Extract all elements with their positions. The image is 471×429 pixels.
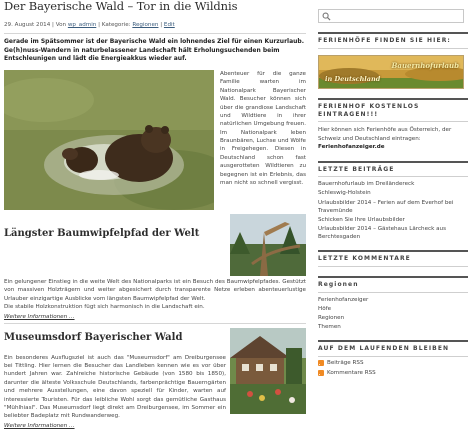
meta-sep-2: | Kategorie: <box>96 21 133 28</box>
list-item[interactable] <box>318 314 468 322</box>
region-link[interactable]: Höfe <box>318 305 332 312</box>
section1-text: Ein gelungener Einstieg in die weite Welt des Nationalparks ist ein Besuch des Baumwipfelpfades. Gestützt von massiven Holzträgern und weiter abgesichert durch transparente Netze erleben abenteuerlustige Urlauber einzigartige Ausblicke vom längsten Baumwipfelpfad der Welt. <box>4 278 306 302</box>
list-item[interactable] <box>318 216 468 224</box>
edit-link[interactable]: Edit <box>163 21 175 28</box>
main-content <box>4 0 306 429</box>
widget-title-register: FERIENHOF KOSTENLOS EINTRAGEN!!! <box>318 98 468 123</box>
category-link[interactable]: Regionen <box>132 21 159 28</box>
recent-post-link[interactable]: Schicken Sie Ihre Urlaubsbilder <box>318 216 405 223</box>
list-item[interactable] <box>318 296 468 304</box>
post-side-text: Abenteuer für die ganze Familie warten im Nationalpark Bayerischer Wald. Besucher können sich über die grandiose Landschaft und Wildtiere in ihrer natürlichen Umgebung freuen. Im Nationalpark leben Braunbären, Luchse und Wölfe in Freigehegen. Diesen in Deutschland schon fast ausgerotteten Wildtieren zu begegnen ist ein Erlebnis, das man nicht so schnell vergisst. <box>220 70 306 187</box>
region-link[interactable]: Ferienhofanzeiger <box>318 296 369 303</box>
list-item[interactable] <box>318 305 468 313</box>
list-item[interactable] <box>318 180 468 188</box>
rss-posts[interactable] <box>318 359 468 367</box>
regions-list <box>318 296 468 331</box>
region-link[interactable]: Regionen <box>318 314 345 321</box>
banner-title: Bauernhofurlaub <box>391 60 459 70</box>
banner-subtitle: in Deutschland <box>325 74 381 83</box>
register-text <box>318 126 468 151</box>
divider <box>4 323 306 324</box>
rss-comments-label[interactable]: Kommentare RSS <box>327 370 376 377</box>
section2-title[interactable]: Museumsdorf Bayerischer Wald <box>4 331 183 343</box>
list-item[interactable] <box>318 225 468 241</box>
post-date: 29. August 2014 <box>4 21 51 28</box>
widget-title-subscribe: AUF DEM LAUFENDEN BLEIBEN <box>318 340 468 357</box>
author-link[interactable]: wp_admin <box>67 21 97 28</box>
rss-icon <box>318 360 324 366</box>
post-lead: Gerade im Spätsommer ist der Bayerische Wald ein lohnendes Ziel für einen Kurzurlaub. Ge(h)nuss-Wandern in naturbelassener Landschaft hält Erholungsuchenden beim Entschleunigen und lädt die Energieakkus wieder auf. <box>4 37 304 63</box>
section1-text-2: Die stabile Holzkonstruktion fügt sich harmonisch in die Landschaft ein. <box>4 304 205 311</box>
museum-village-photo <box>230 328 306 414</box>
section2-row <box>4 328 306 429</box>
post-meta <box>4 21 306 34</box>
register-desc: Hier können sich Ferienhöfe aus Österreich, der Schweiz und Deutschland eintragen: <box>318 127 452 142</box>
recent-posts-list <box>318 180 468 241</box>
bear-row <box>4 70 306 210</box>
meta-sep-3: | <box>158 21 164 28</box>
widget-title-find: FERIENHÖFE FINDEN SIE HIER: <box>318 32 468 49</box>
section1-more-link[interactable]: Weitere Informationen … <box>4 313 75 320</box>
widget-title-recent-posts: LETZTE BEITRÄGE <box>318 161 468 178</box>
search-input[interactable] <box>318 9 464 23</box>
search-icon[interactable] <box>322 12 331 21</box>
rss-posts-label[interactable]: Beiträge RSS <box>327 359 364 366</box>
post-title[interactable]: Der Bayerische Wald – Tor in die Wildnis <box>4 0 238 13</box>
meta-sep-1: | Von <box>50 21 68 28</box>
bauernhofurlaub-banner[interactable] <box>318 55 464 89</box>
list-item[interactable] <box>318 323 468 331</box>
treetop-path-photo <box>230 214 306 276</box>
rss-icon <box>318 370 324 376</box>
section2-text: Ein besonderes Ausflugsziel ist auch das "Museumsdorf" am Dreiburgensee bei Tittling. Hier lernen die Besucher das Landleben kennen wie es vor über hundert Jahren war. Zahlreiche historische Gebäude (von 1580 bis 1850), darunter die älteste Volksschule Deutschlands, farbenprächtige Bauerngärten und mehrere Ausstellungen, eine davon speziell für Kinder, warten auf interessierte Touristen. Für das leibliche Wohl sorgt das gemütliche Gasthaus "Mühlhiasl". Das Museumsdorf liegt direkt am Dreiburgensee, im Sommer ein beliebter Badeplatz mit Rundwanderweg. <box>4 354 226 420</box>
widget-title-recent-comments: LETZTE KOMMENTARE <box>318 250 468 267</box>
list-item[interactable] <box>318 189 468 197</box>
register-link[interactable]: Ferienhofanzeiger.de <box>318 144 385 151</box>
section2-more-link[interactable]: Weitere Informationen … <box>4 422 75 429</box>
section1-title[interactable]: Längster Baumwipfelpfad der Welt <box>4 227 200 239</box>
section1-row <box>4 214 306 276</box>
region-link[interactable]: Themen <box>318 324 341 331</box>
list-item[interactable] <box>318 199 468 215</box>
rss-comments[interactable] <box>318 369 468 377</box>
recent-post-link[interactable]: Bauernhofurlaub im Dreiländereck <box>318 181 415 188</box>
recent-post-link[interactable]: Urlaubsbilder 2014 – Ferien auf dem Everhof bei Travemünde <box>318 199 454 214</box>
sidebar <box>318 0 468 429</box>
recent-post-link[interactable]: Urlaubsbilder 2014 – Gästehaus Lärcheck aus Berchtesgaden <box>318 225 446 241</box>
recent-post-link[interactable]: Schleswig-Holstein <box>318 190 371 197</box>
bear-photo <box>4 70 214 210</box>
widget-title-regions: Regionen <box>318 276 468 293</box>
